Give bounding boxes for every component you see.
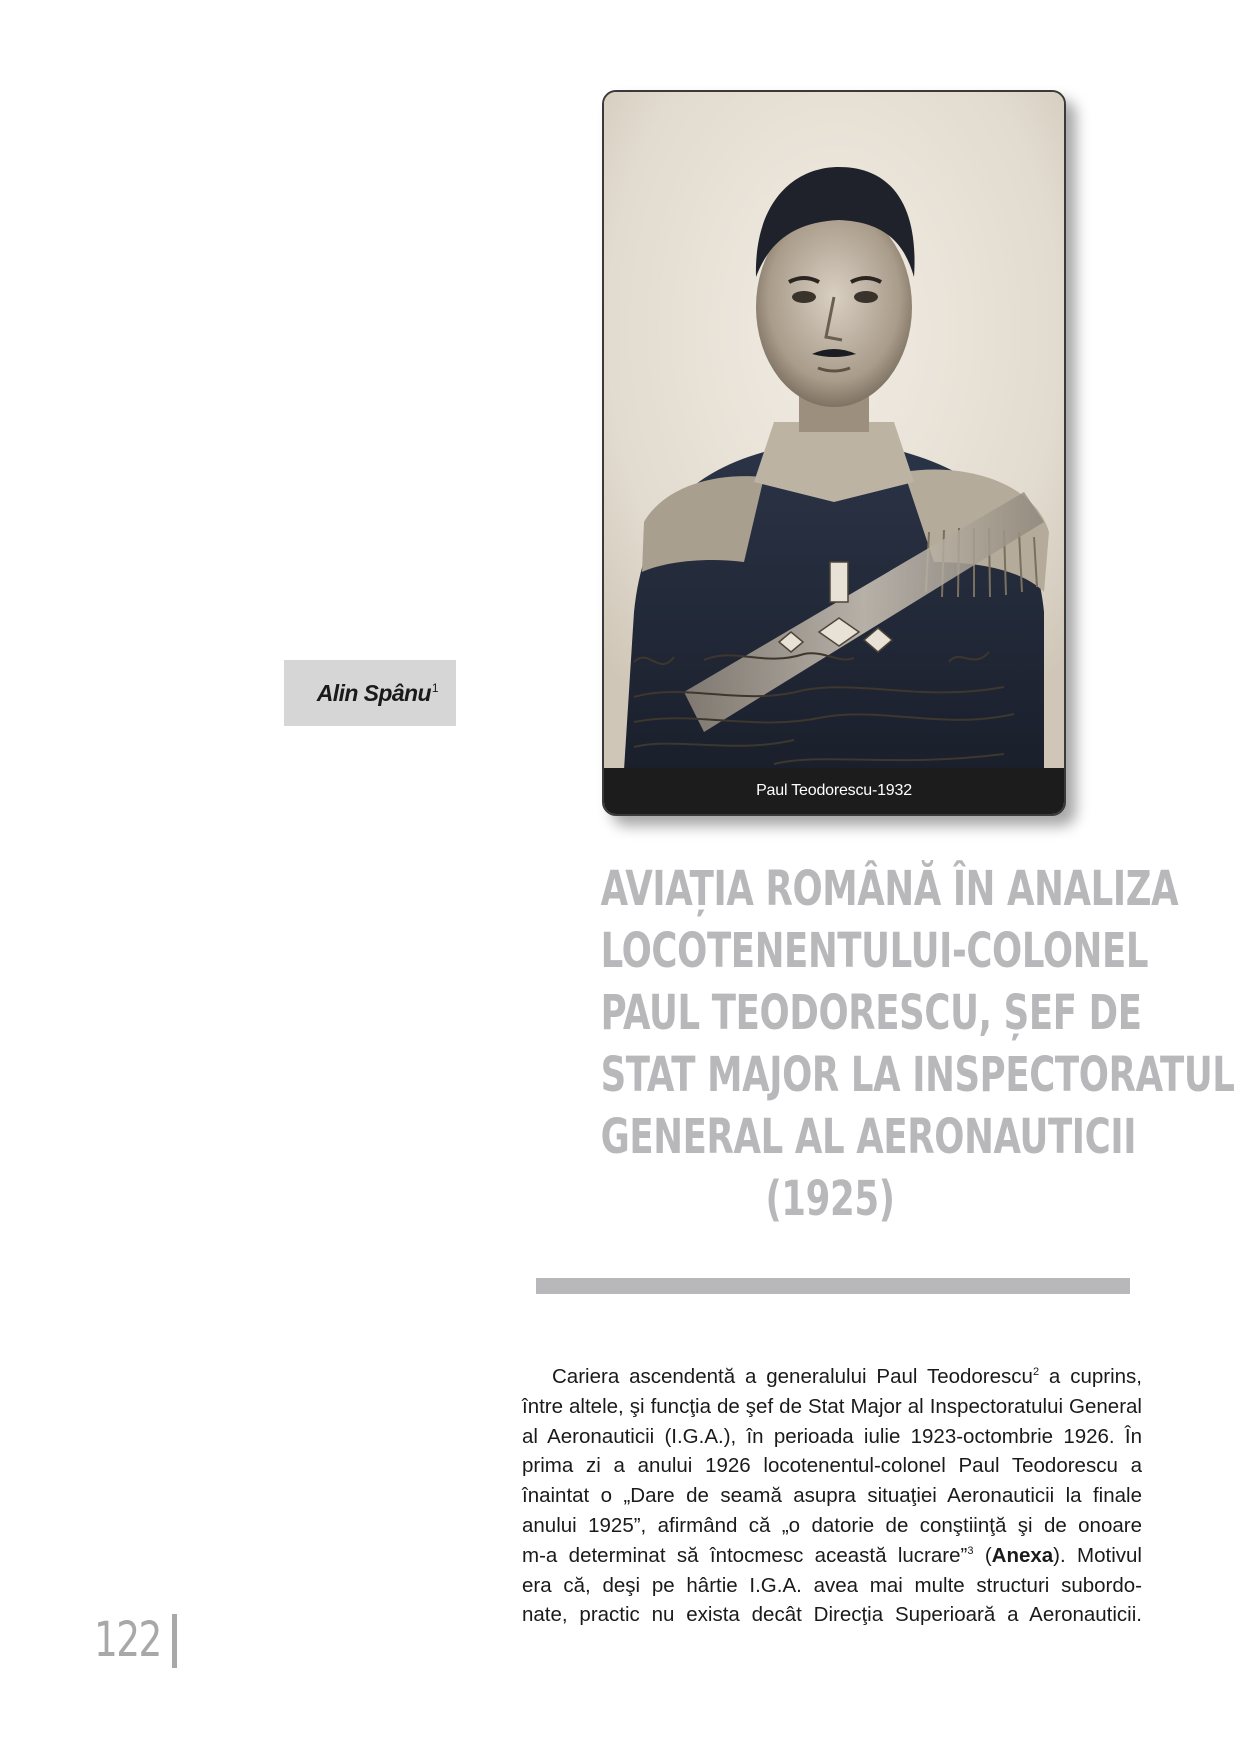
body-line-8: era că, deşi pe hârtie I.G.A. avea mai multe structuri subordo-	[522, 1573, 1142, 1597]
title-line-6: (1925)	[765, 1171, 895, 1227]
body-text-segment: (	[973, 1543, 992, 1567]
body-text-segment: m-a determinat să întocmesc această lucrare”	[522, 1543, 968, 1567]
author-label	[284, 660, 456, 726]
body-paragraph	[522, 1362, 1142, 1630]
portrait-photo-card	[602, 90, 1066, 816]
title-divider	[536, 1278, 1130, 1294]
title-line-1: AVIAȚIA ROMÂNĂ ÎN ANALIZA	[600, 861, 1179, 917]
body-line-6: anului 1925”, afirmând că „o datorie de conştiinţă şi de onoare	[522, 1513, 1142, 1537]
page-number: 122	[94, 1612, 161, 1668]
body-line-9: nate, practic nu exista decât Direcţia Superioară a Aeronauticii.	[522, 1603, 1142, 1627]
body-line-2: între altele, şi funcţia de şef de Stat Major al Inspectoratului General	[522, 1394, 1142, 1418]
footnote-ref-3[interactable]: 3	[967, 1544, 974, 1557]
body-line-1	[522, 1362, 1142, 1392]
author-footnote-ref: 1	[431, 681, 438, 695]
body-text-segment: ). Motivul	[1053, 1543, 1142, 1567]
title-line-3: PAUL TEODORESCU, ȘEF DE	[600, 985, 1142, 1041]
article-title	[520, 858, 1235, 1230]
author-name: Alin Spânu	[316, 680, 431, 706]
body-text-segment: a cuprins,	[1039, 1365, 1142, 1388]
body-line-3: al Aeronauticii (I.G.A.), în perioada iulie 1923-octombrie 1926. În	[522, 1424, 1142, 1448]
body-line-7	[522, 1541, 1142, 1571]
title-line-5: GENERAL AL AERONAUTICII	[600, 1109, 1137, 1165]
body-text-segment: Cariera ascendentă a generalului Paul Teodorescu	[552, 1365, 1033, 1388]
page-number-divider	[172, 1614, 177, 1668]
title-line-2: LOCOTENENTULUI-COLONEL	[600, 923, 1149, 979]
body-line-5: înaintat o „Dare de seamă asupra situaţiei Aeronauticii la finale	[522, 1484, 1142, 1508]
footnote-ref-2[interactable]: 2	[1032, 1366, 1040, 1378]
portrait-photo	[604, 92, 1064, 770]
annex-reference: Anexa	[991, 1543, 1054, 1567]
body-line-4: prima zi a anului 1926 locotenentul-colonel Paul Teodorescu a	[522, 1454, 1142, 1478]
photo-caption: Paul Teodorescu-1932	[604, 768, 1064, 814]
title-line-4: STAT MAJOR LA INSPECTORATUL	[600, 1047, 1235, 1103]
